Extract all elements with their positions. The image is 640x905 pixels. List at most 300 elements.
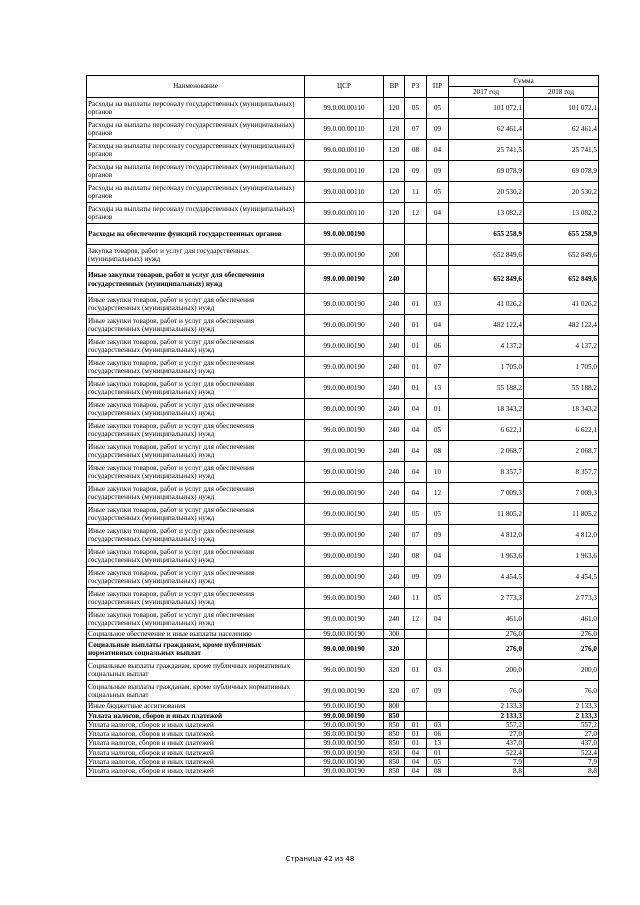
row-vr: 320: [384, 660, 405, 681]
row-pr: 05: [427, 98, 449, 119]
row-rz: [405, 711, 427, 720]
row-rz: 04: [405, 399, 427, 420]
row-vr: 240: [384, 462, 405, 483]
row-rz: 12: [405, 609, 427, 630]
row-vr: 240: [384, 441, 405, 462]
row-name: Иные закупки товаров, работ и услуг для обеспечения государственных (муниципальных) нужд: [87, 441, 305, 462]
header-2018: 2018 год: [524, 87, 599, 98]
row-vr: 200: [384, 245, 405, 266]
row-pr: 13: [427, 378, 449, 399]
row-name: Иные закупки товаров, работ и услуг для обеспечения государственных (муниципальных) нужд: [87, 336, 305, 357]
row-sum-2018: 522,4: [524, 748, 599, 757]
row-sum-2018: 4 812,0: [524, 525, 599, 546]
table-row: [87, 767, 599, 776]
row-sum-2018: 2 133,3: [524, 711, 599, 720]
row-vr: 240: [384, 399, 405, 420]
row-pr: 05: [427, 420, 449, 441]
header-rz: РЗ: [405, 76, 427, 98]
row-sum-2017: 276,0: [449, 639, 524, 660]
row-vr: 120: [384, 98, 405, 119]
row-pr: 04: [427, 315, 449, 336]
row-sum-2018: 461,0: [524, 609, 599, 630]
row-sum-2017: 200,0: [449, 660, 524, 681]
row-csr: 99.0.00.00190: [305, 660, 384, 681]
row-rz: [405, 245, 427, 266]
row-vr: 240: [384, 357, 405, 378]
row-csr: 99.0.00.00190: [305, 378, 384, 399]
row-csr: 99.0.00.00190: [305, 399, 384, 420]
table-row: [87, 399, 599, 420]
row-sum-2018: 2 133,3: [524, 702, 599, 711]
table-row: [87, 546, 599, 567]
row-pr: [427, 245, 449, 266]
table-row: [87, 336, 599, 357]
row-rz: 01: [405, 336, 427, 357]
row-sum-2018: 11 805,2: [524, 504, 599, 525]
row-name: Иные закупки товаров, работ и услуг для обеспечения государственных (муниципальных) нужд: [87, 399, 305, 420]
row-pr: 12: [427, 483, 449, 504]
row-sum-2018: 482 122,4: [524, 315, 599, 336]
row-sum-2017: 25 741,5: [449, 140, 524, 161]
table-row: [87, 630, 599, 639]
row-sum-2017: 2 068,7: [449, 441, 524, 462]
row-vr: 240: [384, 315, 405, 336]
row-vr: [384, 224, 405, 245]
row-rz: 11: [405, 182, 427, 203]
row-sum-2018: 1 963,6: [524, 546, 599, 567]
row-sum-2017: 4 454,5: [449, 567, 524, 588]
row-sum-2018: 41 026,2: [524, 294, 599, 315]
row-vr: 240: [384, 420, 405, 441]
row-csr: 99.0.00.00190: [305, 483, 384, 504]
row-pr: 09: [427, 119, 449, 140]
row-pr: 10: [427, 462, 449, 483]
row-rz: 04: [405, 767, 427, 776]
table-row: [87, 266, 599, 294]
row-csr: 99.0.00.00110: [305, 140, 384, 161]
row-pr: 09: [427, 161, 449, 182]
row-vr: 850: [384, 739, 405, 748]
row-pr: 04: [427, 140, 449, 161]
page-number: Страница 42 из 48: [285, 855, 355, 863]
row-vr: 120: [384, 182, 405, 203]
row-rz: 05: [405, 98, 427, 119]
row-csr: 99.0.00.00110: [305, 182, 384, 203]
header-2017: 2017 год: [449, 87, 524, 98]
table-row: [87, 588, 599, 609]
row-rz: 07: [405, 119, 427, 140]
row-csr: 99.0.00.00190: [305, 630, 384, 639]
row-vr: 240: [384, 525, 405, 546]
row-vr: 120: [384, 140, 405, 161]
row-vr: 240: [384, 294, 405, 315]
table-row: [87, 504, 599, 525]
row-sum-2018: 200,0: [524, 660, 599, 681]
row-vr: 240: [384, 567, 405, 588]
row-rz: 04: [405, 420, 427, 441]
row-csr: 99.0.00.00190: [305, 315, 384, 336]
row-pr: 13: [427, 739, 449, 748]
row-pr: 04: [427, 609, 449, 630]
table-row: [87, 245, 599, 266]
row-name: Социальные выплаты гражданам, кроме публичных нормативных социальных выплат: [87, 639, 305, 660]
row-name: Расходы на выплаты персоналу государственных (муниципальных) органов: [87, 203, 305, 224]
table-row: [87, 161, 599, 182]
table-row: [87, 525, 599, 546]
row-csr: 99.0.00.00190: [305, 720, 384, 729]
row-rz: 07: [405, 681, 427, 702]
row-rz: 05: [405, 504, 427, 525]
row-sum-2017: 6 622,1: [449, 420, 524, 441]
row-vr: 850: [384, 757, 405, 766]
table-row: [87, 224, 599, 245]
row-sum-2017: 2 133,3: [449, 702, 524, 711]
row-sum-2018: 69 078,9: [524, 161, 599, 182]
row-name: Закупка товаров, работ и услуг для государственных (муниципальных) нужд: [87, 245, 305, 266]
table-row: [87, 441, 599, 462]
header-pr: ПР: [427, 76, 449, 98]
table-row: [87, 140, 599, 161]
table-row: [87, 702, 599, 711]
row-pr: 03: [427, 294, 449, 315]
row-rz: [405, 639, 427, 660]
row-sum-2018: 27,0: [524, 730, 599, 739]
row-csr: 99.0.00.00190: [305, 681, 384, 702]
row-pr: 03: [427, 720, 449, 729]
table-row: [87, 730, 599, 739]
row-sum-2017: 7,9: [449, 757, 524, 766]
row-sum-2018: 557,2: [524, 720, 599, 729]
table-row: [87, 203, 599, 224]
row-csr: 99.0.00.00190: [305, 441, 384, 462]
row-csr: 99.0.00.00110: [305, 119, 384, 140]
row-pr: 09: [427, 525, 449, 546]
row-rz: 01: [405, 357, 427, 378]
row-vr: 850: [384, 711, 405, 720]
row-pr: [427, 702, 449, 711]
row-vr: 120: [384, 203, 405, 224]
row-vr: 240: [384, 546, 405, 567]
row-sum-2018: 101 072,1: [524, 98, 599, 119]
row-sum-2017: 557,2: [449, 720, 524, 729]
table-row: [87, 567, 599, 588]
row-name: Иные закупки товаров, работ и услуг для обеспечения государственных (муниципальных) нужд: [87, 504, 305, 525]
table-header: [87, 76, 599, 98]
row-sum-2017: 69 078,9: [449, 161, 524, 182]
row-name: Иные закупки товаров, работ и услуг для обеспечения государственных (муниципальных) нужд: [87, 315, 305, 336]
row-csr: 99.0.00.00110: [305, 203, 384, 224]
row-rz: 09: [405, 567, 427, 588]
row-rz: 08: [405, 140, 427, 161]
row-csr: 99.0.00.00190: [305, 336, 384, 357]
row-pr: 05: [427, 182, 449, 203]
row-name: Расходы на выплаты персоналу государственных (муниципальных) органов: [87, 182, 305, 203]
row-csr: 99.0.00.00190: [305, 757, 384, 766]
row-vr: 320: [384, 639, 405, 660]
row-sum-2018: 276,0: [524, 630, 599, 639]
row-sum-2017: 11 805,2: [449, 504, 524, 525]
row-sum-2017: 27,0: [449, 730, 524, 739]
row-rz: 09: [405, 161, 427, 182]
row-rz: 04: [405, 748, 427, 757]
row-csr: 99.0.00.00110: [305, 161, 384, 182]
row-name: Иные закупки товаров, работ и услуг для обеспечения государственных (муниципальных) нужд: [87, 609, 305, 630]
row-sum-2017: 652 849,6: [449, 245, 524, 266]
row-pr: [427, 630, 449, 639]
row-name: Уплата налогов, сборов и иных платежей: [87, 720, 305, 729]
table-row: [87, 739, 599, 748]
row-sum-2017: 55 188,2: [449, 378, 524, 399]
row-pr: 01: [427, 748, 449, 757]
row-sum-2018: 18 343,2: [524, 399, 599, 420]
row-csr: 99.0.00.00190: [305, 245, 384, 266]
row-sum-2017: 482 122,4: [449, 315, 524, 336]
header-name: Наименование: [87, 76, 305, 98]
row-vr: 240: [384, 266, 405, 294]
table-row: [87, 681, 599, 702]
table-row: [87, 378, 599, 399]
row-sum-2017: 4 137,2: [449, 336, 524, 357]
row-name: Социальное обеспечение и иные выплаты населению: [87, 630, 305, 639]
row-sum-2018: 655 258,9: [524, 224, 599, 245]
row-pr: 08: [427, 441, 449, 462]
row-csr: 99.0.00.00190: [305, 224, 384, 245]
row-name: Расходы на выплаты персоналу государственных (муниципальных) органов: [87, 140, 305, 161]
row-sum-2017: 2 133,3: [449, 711, 524, 720]
row-pr: 09: [427, 681, 449, 702]
row-csr: 99.0.00.00190: [305, 567, 384, 588]
table-row: [87, 711, 599, 720]
row-vr: 850: [384, 748, 405, 757]
row-csr: 99.0.00.00190: [305, 504, 384, 525]
row-name: Иные закупки товаров, работ и услуг для обеспечения государственных (муниципальных) нужд: [87, 462, 305, 483]
row-csr: 99.0.00.00190: [305, 525, 384, 546]
row-csr: 99.0.00.00190: [305, 711, 384, 720]
row-vr: 850: [384, 730, 405, 739]
row-pr: 04: [427, 203, 449, 224]
row-name: Уплата налогов, сборов и иных платежей: [87, 767, 305, 776]
row-vr: 240: [384, 378, 405, 399]
row-rz: 04: [405, 462, 427, 483]
row-csr: 99.0.00.00190: [305, 609, 384, 630]
row-name: Иные закупки товаров, работ и услуг для обеспечения государственных (муниципальных) нужд: [87, 483, 305, 504]
row-name: Иные закупки товаров, работ и услуг для обеспечения государственных (муниципальных) нужд: [87, 588, 305, 609]
row-vr: 320: [384, 681, 405, 702]
table-row: [87, 639, 599, 660]
row-sum-2018: 13 082,2: [524, 203, 599, 224]
row-rz: 01: [405, 660, 427, 681]
table-row: [87, 462, 599, 483]
row-sum-2018: 7 009,3: [524, 483, 599, 504]
row-vr: 300: [384, 630, 405, 639]
row-sum-2018: 55 188,2: [524, 378, 599, 399]
row-csr: 99.0.00.00190: [305, 294, 384, 315]
table-row: [87, 119, 599, 140]
row-sum-2017: 522,4: [449, 748, 524, 757]
row-rz: 01: [405, 315, 427, 336]
row-csr: 99.0.00.00190: [305, 462, 384, 483]
row-sum-2017: 18 343,2: [449, 399, 524, 420]
row-sum-2018: 1 705,0: [524, 357, 599, 378]
row-name: Уплата налогов, сборов и иных платежей: [87, 739, 305, 748]
row-sum-2017: 1 705,0: [449, 357, 524, 378]
row-sum-2017: 655 258,9: [449, 224, 524, 245]
row-sum-2018: 2 068,7: [524, 441, 599, 462]
row-rz: 01: [405, 739, 427, 748]
table-row: [87, 420, 599, 441]
table-row: [87, 315, 599, 336]
row-name: Иные закупки товаров, работ и услуг для обеспечения государственных (муниципальных) нужд: [87, 294, 305, 315]
table-row: [87, 609, 599, 630]
row-csr: 99.0.00.00190: [305, 767, 384, 776]
row-sum-2018: 4 454,5: [524, 567, 599, 588]
row-sum-2018: 8 357,7: [524, 462, 599, 483]
row-rz: [405, 702, 427, 711]
row-pr: [427, 711, 449, 720]
row-pr: 08: [427, 767, 449, 776]
row-sum-2018: 20 530,2: [524, 182, 599, 203]
row-sum-2017: 2 773,3: [449, 588, 524, 609]
row-sum-2018: 4 137,2: [524, 336, 599, 357]
row-sum-2018: 7,9: [524, 757, 599, 766]
row-csr: 99.0.00.00190: [305, 266, 384, 294]
row-name: Иные закупки товаров, работ и услуг для обеспечения государственных (муниципальных) нужд: [87, 378, 305, 399]
table-row: [87, 182, 599, 203]
row-pr: 05: [427, 588, 449, 609]
row-sum-2017: 101 072,1: [449, 98, 524, 119]
row-rz: [405, 630, 427, 639]
row-pr: [427, 224, 449, 245]
row-name: Иные закупки товаров, работ и услуг для обеспечения государственных (муниципальных) нужд: [87, 567, 305, 588]
table-row: [87, 660, 599, 681]
table-row: [87, 483, 599, 504]
row-sum-2018: 6 622,1: [524, 420, 599, 441]
table-row: [87, 294, 599, 315]
row-sum-2018: 76,0: [524, 681, 599, 702]
row-csr: 99.0.00.00190: [305, 702, 384, 711]
row-name: Иные бюджетные ассигнования: [87, 702, 305, 711]
row-sum-2018: 2 773,3: [524, 588, 599, 609]
table-row: [87, 748, 599, 757]
row-name: Уплата налогов, сборов и иных платежей: [87, 730, 305, 739]
row-rz: 04: [405, 483, 427, 504]
row-name: Расходы на выплаты персоналу государственных (муниципальных) органов: [87, 98, 305, 119]
row-name: Расходы на выплаты персоналу государственных (муниципальных) органов: [87, 161, 305, 182]
row-sum-2018: 652 849,6: [524, 266, 599, 294]
header-csr: ЦСР: [305, 76, 384, 98]
row-csr: 99.0.00.00190: [305, 639, 384, 660]
row-pr: 07: [427, 357, 449, 378]
row-sum-2017: 76,0: [449, 681, 524, 702]
row-vr: 120: [384, 119, 405, 140]
row-pr: 04: [427, 546, 449, 567]
row-csr: 99.0.00.00190: [305, 739, 384, 748]
row-sum-2017: 437,0: [449, 739, 524, 748]
row-csr: 99.0.00.00190: [305, 748, 384, 757]
row-sum-2017: 652 849,6: [449, 266, 524, 294]
row-sum-2017: 8 357,7: [449, 462, 524, 483]
row-sum-2017: 41 026,2: [449, 294, 524, 315]
row-sum-2018: 437,0: [524, 739, 599, 748]
row-vr: 120: [384, 161, 405, 182]
row-rz: 08: [405, 546, 427, 567]
row-vr: 240: [384, 504, 405, 525]
row-name: Иные закупки товаров, работ и услуг для обеспечения государственных (муниципальных) нужд: [87, 420, 305, 441]
row-vr: 240: [384, 588, 405, 609]
row-rz: 12: [405, 203, 427, 224]
row-rz: 11: [405, 588, 427, 609]
row-pr: 05: [427, 757, 449, 766]
row-sum-2017: 8,8: [449, 767, 524, 776]
row-sum-2018: 62 461,4: [524, 119, 599, 140]
table-body: [87, 98, 599, 777]
row-name: Расходы на обеспечение функций государственных органов: [87, 224, 305, 245]
row-csr: 99.0.00.00190: [305, 420, 384, 441]
row-rz: 01: [405, 730, 427, 739]
table-row: [87, 98, 599, 119]
row-csr: 99.0.00.00110: [305, 98, 384, 119]
budget-table: [86, 75, 599, 777]
row-sum-2018: 25 741,5: [524, 140, 599, 161]
table-row: [87, 757, 599, 766]
row-rz: 01: [405, 720, 427, 729]
row-pr: 03: [427, 660, 449, 681]
row-pr: 09: [427, 567, 449, 588]
row-rz: 01: [405, 294, 427, 315]
row-vr: 800: [384, 702, 405, 711]
row-name: Расходы на выплаты персоналу государственных (муниципальных) органов: [87, 119, 305, 140]
table-row: [87, 720, 599, 729]
row-vr: 240: [384, 336, 405, 357]
row-sum-2017: 1 963,6: [449, 546, 524, 567]
row-sum-2017: 20 530,2: [449, 182, 524, 203]
row-pr: [427, 266, 449, 294]
row-sum-2017: 7 009,3: [449, 483, 524, 504]
row-name: Социальные выплаты гражданам, кроме публичных нормативных социальных выплат: [87, 681, 305, 702]
row-pr: 06: [427, 336, 449, 357]
row-rz: [405, 266, 427, 294]
row-pr: [427, 639, 449, 660]
row-sum-2017: 461,0: [449, 609, 524, 630]
row-name: Уплата налогов, сборов и иных платежей: [87, 748, 305, 757]
row-sum-2017: 4 812,0: [449, 525, 524, 546]
row-name: Иные закупки товаров, работ и услуг для обеспечения государственных (муниципальных) нужд: [87, 546, 305, 567]
row-csr: 99.0.00.00190: [305, 730, 384, 739]
row-sum-2017: 276,0: [449, 630, 524, 639]
row-rz: [405, 224, 427, 245]
row-name: Социальные выплаты гражданам, кроме публичных нормативных социальных выплат: [87, 660, 305, 681]
row-vr: 240: [384, 483, 405, 504]
header-vr: ВР: [384, 76, 405, 98]
row-csr: 99.0.00.00190: [305, 546, 384, 567]
row-pr: 01: [427, 399, 449, 420]
row-pr: 05: [427, 504, 449, 525]
row-name: Уплата налогов, сборов и иных платежей: [87, 757, 305, 766]
row-sum-2018: 652 849,6: [524, 245, 599, 266]
row-csr: 99.0.00.00190: [305, 357, 384, 378]
row-rz: 01: [405, 378, 427, 399]
header-sum: Сумма: [449, 76, 599, 87]
row-rz: 07: [405, 525, 427, 546]
row-rz: 04: [405, 441, 427, 462]
row-name: Иные закупки товаров, работ и услуг для обеспечения государственных (муниципальных) нужд: [87, 266, 305, 294]
row-sum-2017: 13 082,2: [449, 203, 524, 224]
row-vr: 850: [384, 720, 405, 729]
row-name: Уплата налогов, сборов и иных платежей: [87, 711, 305, 720]
row-name: Иные закупки товаров, работ и услуг для обеспечения государственных (муниципальных) нужд: [87, 357, 305, 378]
row-pr: 06: [427, 730, 449, 739]
row-vr: 240: [384, 609, 405, 630]
